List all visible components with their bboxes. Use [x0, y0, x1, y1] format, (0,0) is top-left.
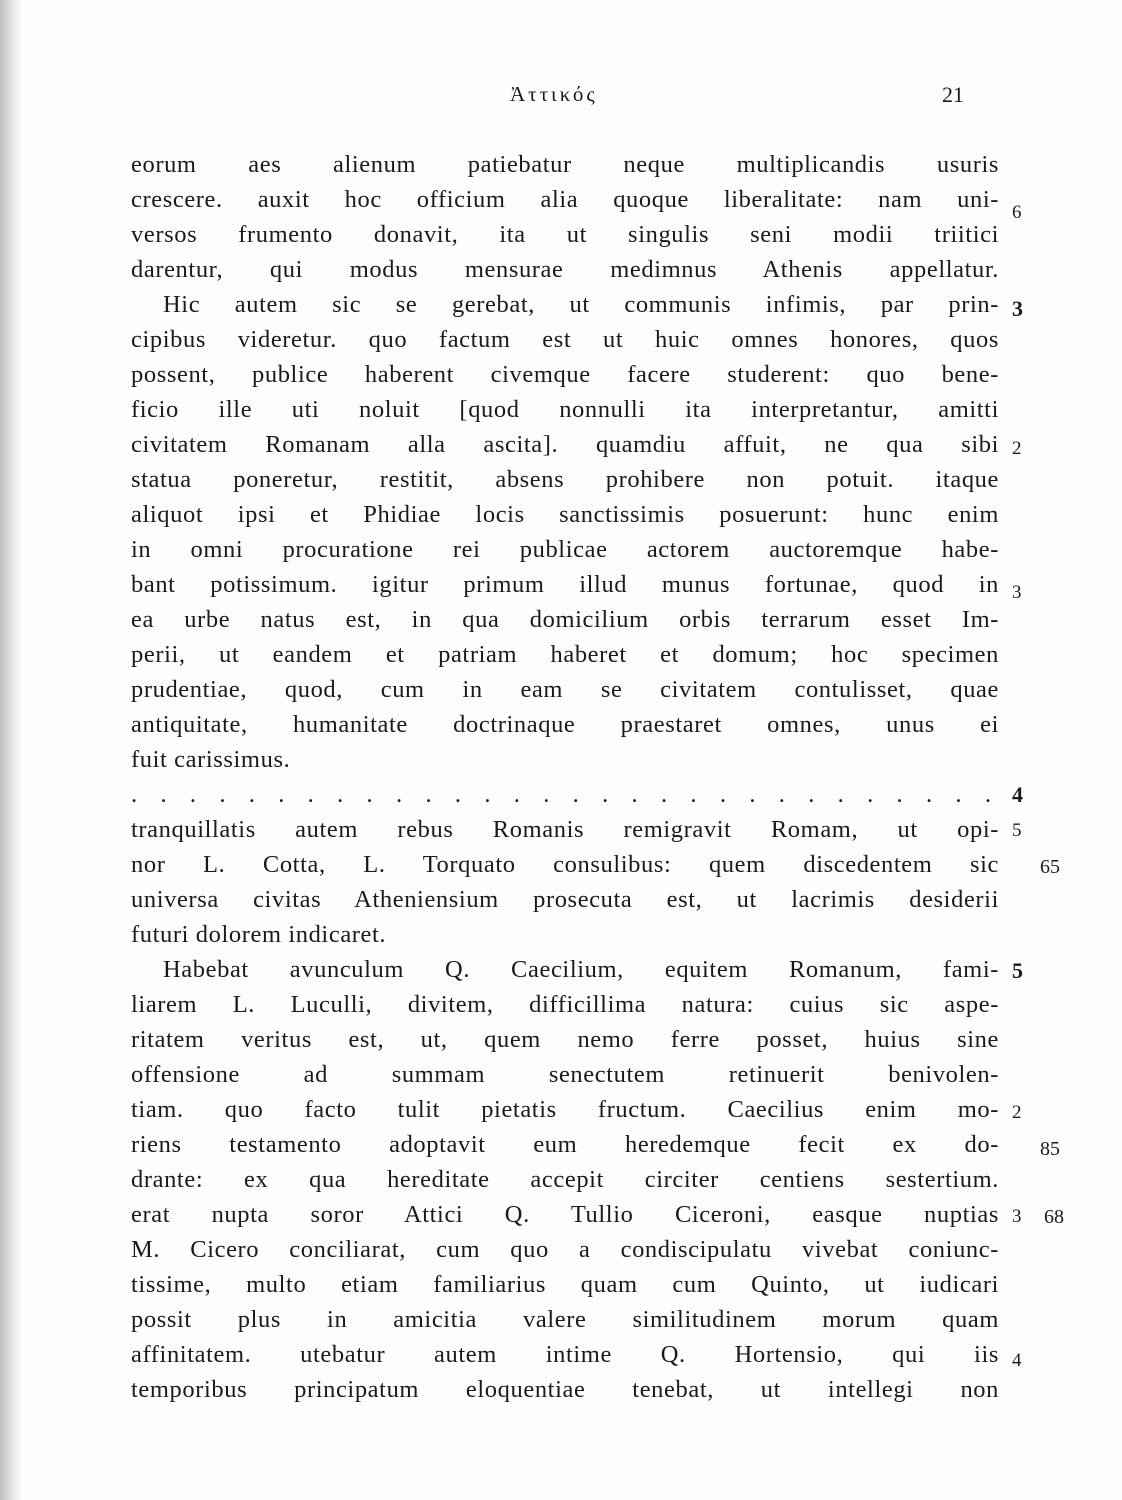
page-number: 21 [942, 82, 964, 107]
text-line: aliquot ipsi et Phidiae locis sanctissimis posuerunt: hunc enim [131, 501, 999, 528]
text-line: tranquillatis autem rebus Romanis remigravit Romam, ut opi- [131, 816, 999, 843]
text-line: riens testamento adoptavit eum heredemque fecit ex do- [131, 1131, 999, 1158]
text-line: nor L. Cotta, L. Torquato consulibus: quem discedentem sic [131, 851, 999, 878]
text-line: tissime, multo etiam familiarius quam cum Quinto, ut iudicari [131, 1271, 999, 1298]
page-header [0, 82, 1122, 116]
text-line: drante: ex qua hereditate accepit circiter centiens sestertium. [131, 1166, 999, 1193]
text-line: possent, publice haberent civemque facere studerent: quo bene- [131, 361, 999, 388]
text-line: Hic autem sic se gerebat, ut communis infimis, par prin- [163, 291, 999, 318]
text-line: ritatem veritus est, ut, quem nemo ferre posset, huius sine [131, 1026, 999, 1053]
margin-line-number: 68 [1044, 1206, 1064, 1228]
text-line: ea urbe natus est, in qua domicilium orbis terrarum esset Im- [131, 606, 999, 633]
text-line: prudentiae, quod, cum in eam se civitatem contulisset, quae [131, 676, 999, 703]
text-line: ficio ille uti noluit [quod nonnulli ita interpretantur, amitti [131, 396, 999, 423]
margin-section-number: 4 [1012, 782, 1023, 807]
margin-mark: 2 [1012, 1102, 1022, 1123]
text-line: versos frumento donavit, ita ut singulis seni modii triitici [131, 221, 999, 248]
text-line: Habebat avunculum Q. Caecilium, equitem Romanum, fami- [163, 956, 999, 983]
text-line: in omni procuratione rei publicae actorem auctoremque habe- [131, 536, 999, 563]
margin-mark: 2 [1012, 438, 1022, 459]
text-line: futuri dolorem indicaret. [131, 921, 387, 948]
text-line: affinitatem. utebatur autem intime Q. Hortensio, qui iis [131, 1341, 999, 1368]
margin-mark: 3 [1012, 1206, 1022, 1227]
text-line: perii, ut eandem et patriam haberet et domum; hoc specimen [131, 641, 999, 668]
text-line: darentur, qui modus mensurae medimnus Athenis appellatur. [131, 256, 999, 283]
running-title: Ἀττικός [510, 82, 598, 106]
ellipsis-dots-line: . . . . . . . . . . . . . . . . . . . . . . . . . . . . . . [131, 781, 999, 808]
page-edge-shadow [0, 0, 22, 1500]
text-line: bant potissimum. igitur primum illud munus fortunae, quod in [131, 571, 999, 598]
margin-mark: 4 [1012, 1350, 1022, 1371]
text-line: erat nupta soror Attici Q. Tullio Ciceroni, easque nuptias [131, 1201, 999, 1228]
text-line: statua poneretur, restitit, absens prohibere non potuit. itaque [131, 466, 999, 493]
margin-section-number: 3 [1012, 296, 1023, 321]
text-line: universa civitas Atheniensium prosecuta est, ut lacrimis desiderii [131, 886, 999, 913]
text-line: temporibus principatum eloquentiae tenebat, ut intellegi non [131, 1376, 999, 1403]
text-line: offensione ad summam senectutem retinuerit benivolen- [131, 1061, 999, 1088]
margin-line-number: 85 [1040, 1138, 1060, 1160]
text-line: antiquitate, humanitate doctrinaque praestaret omnes, unus ei [131, 711, 999, 738]
margin-mark: 5 [1012, 820, 1022, 841]
text-line: tiam. quo facto tulit pietatis fructum. Caecilius enim mo- [131, 1096, 999, 1123]
text-line: possit plus in amicitia valere similitudinem morum quam [131, 1306, 999, 1333]
text-line: civitatem Romanam alla ascita]. quamdiu affuit, ne qua sibi [131, 431, 999, 458]
margin-mark: 3 [1012, 582, 1022, 603]
margin-mark: 6 [1012, 202, 1022, 223]
text-line: eorum aes alienum patiebatur neque multiplicandis usuris [131, 151, 999, 178]
text-line: crescere. auxit hoc officium alia quoque liberalitate: nam uni- [131, 186, 999, 213]
text-line: liarem L. Luculli, divitem, difficillima natura: cuius sic aspe- [131, 991, 999, 1018]
text-line: cipibus videretur. quo factum est ut huic omnes honores, quos [131, 326, 999, 353]
margin-section-number: 5 [1012, 958, 1023, 983]
text-line: fuit carissimus. [131, 746, 291, 773]
text-line: M. Cicero conciliarat, cum quo a condiscipulatu vivebat coniunc- [131, 1236, 999, 1263]
margin-line-number: 65 [1040, 856, 1060, 878]
